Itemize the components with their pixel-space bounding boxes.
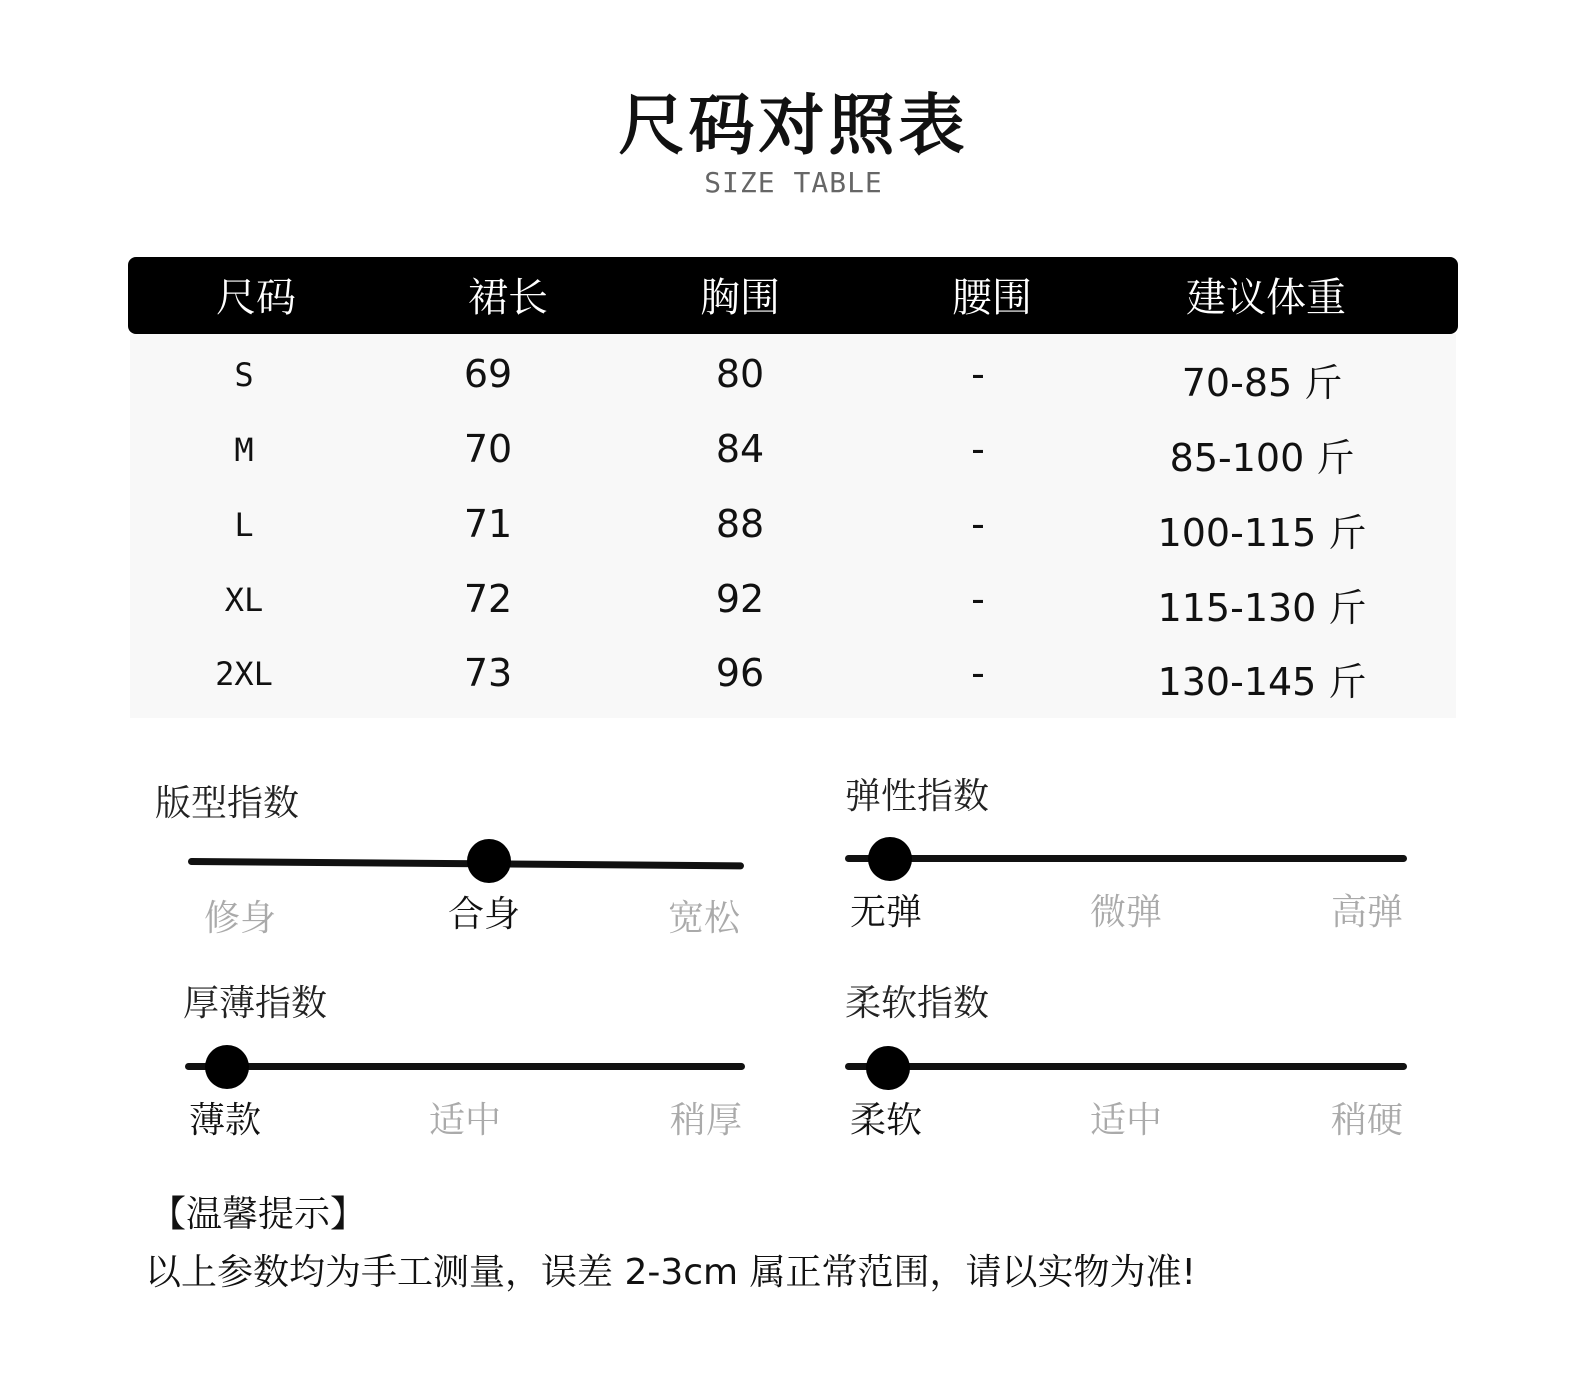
cell-length: 71 xyxy=(463,502,513,546)
cell-waist: - xyxy=(971,352,985,396)
elasticity-label-high: 高弹 xyxy=(1330,892,1404,933)
elasticity-index-track xyxy=(845,855,1407,862)
softness-index-knob xyxy=(866,1046,910,1090)
softness-index-track xyxy=(845,1063,1407,1070)
fit-label-loose: 宽松 xyxy=(667,898,741,939)
thickness-index-knob xyxy=(205,1045,249,1089)
softness-label-medium: 适中 xyxy=(1089,1100,1163,1141)
cell-size: L xyxy=(234,506,254,544)
fit-label-regular: 合身 xyxy=(447,894,521,935)
cell-weight: 130-145 斤 xyxy=(1157,660,1367,704)
softness-label-soft: 柔软 xyxy=(849,1100,923,1141)
page-title: 尺码对照表 xyxy=(618,87,969,164)
cell-weight: 85-100 斤 xyxy=(1169,436,1355,480)
fit-label-slim: 修身 xyxy=(203,898,277,939)
thickness-label-thin: 薄款 xyxy=(188,1100,262,1141)
cell-bust: 84 xyxy=(715,427,765,471)
page-subtitle: SIZE TABLE xyxy=(704,166,883,199)
thickness-index-track xyxy=(185,1063,745,1070)
header-waist: 腰围 xyxy=(952,275,1032,321)
cell-length: 73 xyxy=(463,651,513,695)
notice-text: 以上参数均为手工测量，误差 2-3cm 属正常范围，请以实物为准! xyxy=(145,1252,1196,1293)
cell-size: 2XL xyxy=(215,655,273,693)
fit-index-title: 版型指数 xyxy=(155,783,300,824)
cell-bust: 92 xyxy=(715,577,765,621)
fit-index-track xyxy=(188,858,744,869)
header-bust: 胸围 xyxy=(700,275,780,321)
thickness-label-thick: 稍厚 xyxy=(669,1100,743,1141)
cell-weight: 100-115 斤 xyxy=(1157,511,1367,555)
elasticity-label-none: 无弹 xyxy=(849,892,923,933)
header-weight: 建议体重 xyxy=(1186,275,1346,321)
cell-length: 69 xyxy=(463,352,513,396)
softness-label-hard: 稍硬 xyxy=(1330,1100,1404,1141)
cell-weight: 115-130 斤 xyxy=(1157,586,1367,630)
notice-title: 【温馨提示】 xyxy=(150,1194,367,1235)
cell-bust: 88 xyxy=(715,502,765,546)
cell-waist: - xyxy=(971,502,985,546)
cell-weight: 70-85 斤 xyxy=(1181,361,1343,405)
elasticity-index-knob xyxy=(868,837,912,881)
cell-size: XL xyxy=(224,581,264,619)
cell-length: 72 xyxy=(463,577,513,621)
thickness-label-medium: 适中 xyxy=(428,1100,502,1141)
cell-bust: 80 xyxy=(715,352,765,396)
softness-index-title: 柔软指数 xyxy=(845,983,990,1024)
header-length: 裙长 xyxy=(468,275,548,321)
cell-size: M xyxy=(234,431,254,469)
thickness-index-title: 厚薄指数 xyxy=(183,983,328,1024)
cell-waist: - xyxy=(971,577,985,621)
header-size: 尺码 xyxy=(216,275,296,321)
elasticity-index-title: 弹性指数 xyxy=(845,776,990,817)
cell-waist: - xyxy=(971,427,985,471)
elasticity-label-slight: 微弹 xyxy=(1089,892,1163,933)
fit-index-knob xyxy=(467,839,511,883)
cell-bust: 96 xyxy=(715,651,765,695)
cell-size: S xyxy=(234,356,254,394)
cell-waist: - xyxy=(971,651,985,695)
cell-length: 70 xyxy=(463,427,513,471)
